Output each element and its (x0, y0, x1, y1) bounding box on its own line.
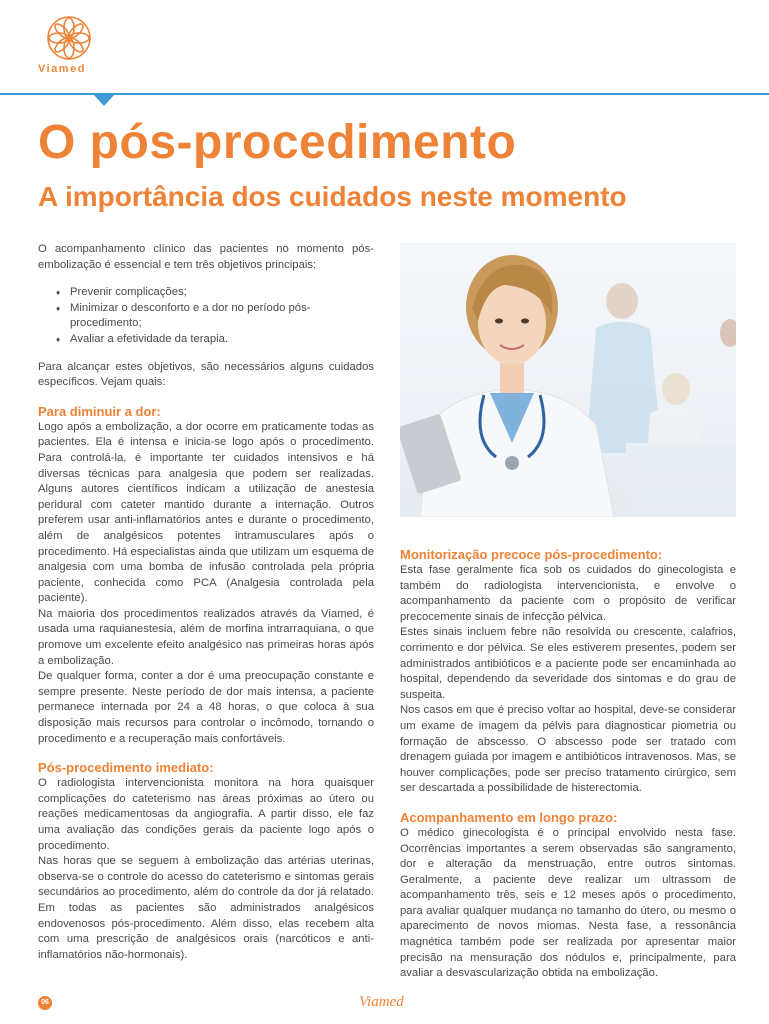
footer-brand: Viamed (359, 994, 404, 1010)
objectives-list (54, 285, 374, 347)
body-paragraph: Nas horas que se seguem à embolização das artérias uterinas, observa-se o controle do acesso do cateterismo e sintomas gerais secundários ao procedimento, além do controle da dor já relatado. Em todas as pacientes são administrados analgésicos endovenosos pós-procedimento. Além disso, elas recebem alta com uma prescrição de analgésicos orais (narcóticos e anti-inflamatórios não-hormonais). (38, 855, 374, 961)
body-paragraph: De qualquer forma, conter a dor é uma preocupação constante e sempre presente. Neste período de dor mais intensa, a paciente permanece internada por 24 a 48 horas, o que coloca à sua disposição mais recursos para controlar o incômodo, tornando o procedimento e a recuperação mais confortáveis. (38, 670, 374, 745)
body-paragraph: O radiologista intervencionista monitora na hora quaisquer complicações do cateterismo nas áreas próximas ao útero ou reações medicamentosas da angiografia. A partir disso, ele faz uma avaliação das condições gerais da paciente logo após o procedimento. (38, 777, 374, 852)
right-column (400, 546, 736, 982)
section-heading-dor: Para diminuir a dor: (38, 403, 161, 419)
transition-paragraph: Para alcançar estes objetivos, são necessários alguns cuidados específicos. Vejam quais: (38, 360, 374, 389)
body-paragraph: Logo após a embolização, a dor ocorre em praticamente todas as pacientes. Ela é intensa e inicia-se logo após o procedimento. Para controlá-la, é importante ter cuidados intensivos e há diversas técnicas para analgesia que podem ser realizadas. Alguns autores científicos indicam a utilização de anestesia peridural com cateter mantido durante a internação. Outros preferem usar anti-inflamatórios antes e durante o procedimento, além de analgésicos potentes intramusculares após o procedimento. Há especialistas ainda que utilizam um esquema de analgesia com uma bomba de infusão controlada pela própria paciente, conhecida como PCA (Analgesia controlada pela paciente). (38, 420, 374, 605)
body-paragraph: Na maioria dos procedimentos realizados através da Viamed, é usada uma raquianestesia, além de morfina intrarraquiana, o que promove um excelente efeito analgésico nas primeiras horas após a embolização. (38, 607, 374, 667)
body-paragraph: Nos casos em que é preciso voltar ao hospital, deve-se considerar um exame de imagem da pélvis para diagnosticar piometria ou formação de abscesso. O abscesso pode ser tratado com drenagem guiada por imagem e antibióticos intravenosos. Mas, se houver complicações, pode ser preciso tratamento cirúrgico, sem ser descartada a possibilidade de histerectomia. (400, 704, 736, 795)
doctor-photo (400, 243, 736, 517)
header-rule-notch (94, 95, 114, 106)
list-item: ♦ Avaliar a efetividade da terapia. (54, 332, 374, 348)
left-column (38, 242, 374, 963)
list-item: ♦ Prevenir complicações; (54, 285, 374, 301)
section-heading-monitorizacao: Monitorização precoce pós-procedimento: (400, 547, 663, 562)
viamed-logo (38, 14, 102, 75)
body-paragraph: Esta fase geralmente fica sob os cuidados do ginecologista e também do radiologista intervencionista, e envolve o acompanhamento da paciente com o propósito de verificar precocemente sinais de infecção pélvica. (400, 564, 736, 623)
list-item: ♦ Minimizar o desconforto e a dor no período pós-procedimento; (54, 301, 374, 332)
page-title: O pós-procedimento (38, 116, 517, 169)
flower-logo-icon (44, 14, 94, 62)
header-rule (0, 93, 769, 95)
section-heading-longo-prazo: Acompanhamento em longo prazo: (400, 809, 618, 825)
body-paragraph: O médico ginecologista é o principal envolvido nesta fase. Ocorrências importantes a serem observadas são sangramento, dor e alteração da menstruação, entre outros sintomas. Geralmente, a paciente deve realizar um ultrassom de acompanhamento três, seis e 12 meses após o procedimento, para avaliar qualquer mudança no tamanho do útero, ou mesmo o aparecimento de novos miomas. Nesta fase, a ressonância magnética também pode ser realizada por apresentar maior precisão na mensuração dos nódulos e, principalmente, para avaliar a desvascularização obtida na embolização. (400, 826, 736, 980)
page-subtitle: A importância dos cuidados neste momento (38, 181, 627, 212)
doctor-illustration-icon (400, 243, 736, 517)
section-heading-imediato: Pós-procedimento imediato: (38, 760, 214, 776)
page-number: 06 (38, 996, 52, 1010)
body-paragraph: Estes sinais incluem febre não resolvida ou crescente, calafrios, corrimento e dor pélvica. Se eles estiverem presentes, podem ser administrados antibióticos e a paciente pode ser encaminhada ao hospital, dependendo da severidade dos sintomas e do grau de suspeita. (400, 626, 736, 701)
intro-paragraph: O acompanhamento clínico das pacientes no momento pós-embolização é essencial e tem três objetivos principais: (38, 243, 374, 271)
logo-wordmark: Viamed (38, 63, 86, 75)
